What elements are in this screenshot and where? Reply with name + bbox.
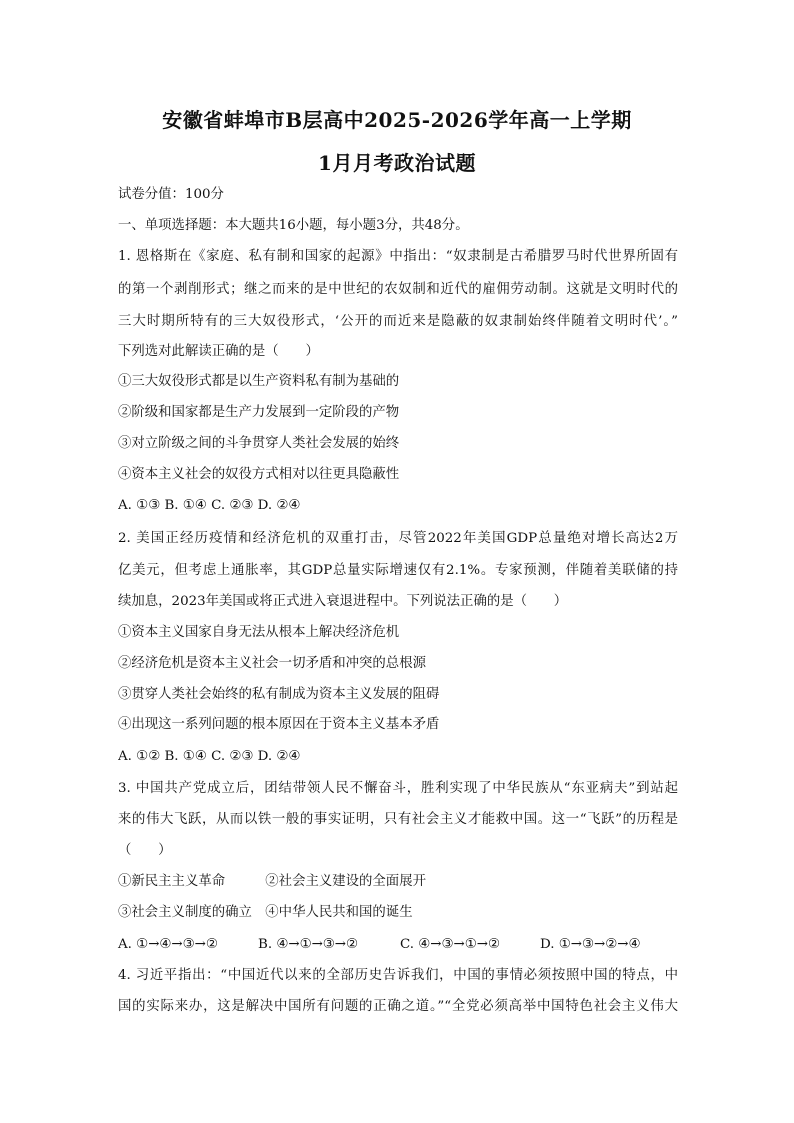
q3-stem-line2: 来的伟大飞跃，从而以铁一般的事实证明，只有社会主义才能救中国。这一“飞跃”的历程是 [118,812,678,827]
q2-item-4: ④出现这一系列问题的根本原因在于资本主义基本矛盾 [118,717,440,732]
score-info: 试卷分值：100分 [118,187,224,202]
q2-stem-line3: 续加息，2023年美国或将正式进入衰退进程中。下列说法正确的是（ ） [118,594,568,609]
q1-item-3: ③对立阶级之间的斗争贯穿人类社会发展的始终 [118,436,400,451]
q3-stem-line3: （ ） [118,843,172,858]
q1-stem-line3: 三大时期所特有的三大奴役形式，‘公开的而近来是隐蔽的奴隶制始终伴随着文明时代’。” [118,314,678,329]
q3-item-row2: ③社会主义制度的确立 ④中华人民共和国的诞生 [118,905,413,920]
section-heading: 一、单项选择题：本大题共16小题，每小题3分，共48分。 [118,218,469,233]
q2-stem-line1: 2. 美国正经历疫情和经济危机的双重打击，尽管2022年美国GDP总量绝对增长高达2万 [118,531,678,546]
q3-item-row1: ①新民主主义革命 ②社会主义建设的全面展开 [118,874,426,889]
q1-item-2: ②阶级和国家都是生产力发展到一定阶段的产物 [118,405,400,420]
q2-options: A. ①② B. ①④ C. ②③ D. ②④ [118,749,301,764]
q3-option-b: B. ④→①→③→② [258,937,359,952]
q1-stem-line1: 1. 恩格斯在《家庭、私有制和国家的起源》中指出：“奴隶制是古希腊罗马时代世界所固有 [118,249,678,264]
q2-stem-line2: 亿美元，但考虑上通胀率，其GDP总量实际增速仅有2.1%。专家预测，伴随着美联储的持 [118,563,678,578]
q1-options: A. ①③ B. ①④ C. ②③ D. ②④ [118,498,301,513]
q3-options [118,936,678,954]
q3-stem-line1: 3. 中国共产党成立后，团结带领人民不懈奋斗，胜利实现了中华民族从“东亚病夫”到站起 [118,781,678,796]
q2-item-2: ②经济危机是资本主义社会一切矛盾和冲突的总根源 [118,656,426,671]
q4-stem-line1: 4. 习近平指出：“中国近代以来的全部历史告诉我们，中国的事情必须按照中国的特点，中 [118,968,678,983]
exam-title-line1: 安徽省蚌埠市B层高中2025-2026学年高一上学期 [162,108,632,132]
q1-item-1: ①三大奴役形式都是以生产资料私有制为基础的 [118,374,400,389]
q4-stem-line2: 国的实际来办，这是解决中国所有问题的正确之道。”“全党必须高举中国特色社会主义伟大 [118,999,678,1014]
q2-item-1: ①资本主义国家自身无法从根本上解决经济危机 [118,625,400,640]
q3-option-d: D. ①→③→②→④ [540,937,641,952]
q1-stem-line2: 的第一个剥削形式；继之而来的是中世纪的农奴制和近代的雇佣劳动制。这就是文明时代的 [118,282,678,297]
q3-option-c: C. ④→③→①→② [400,937,500,952]
q2-item-3: ③贯穿人类社会始终的私有制成为资本主义发展的阻碍 [118,687,440,702]
q1-stem-line4: 下列选对此解读正确的是（ ） [118,344,319,359]
exam-title-line2: 1月月考政治试题 [318,151,476,175]
q3-option-a: A. ①→④→③→② [118,937,218,952]
q1-item-4: ④资本主义社会的奴役方式相对以往更具隐蔽性 [118,467,400,482]
